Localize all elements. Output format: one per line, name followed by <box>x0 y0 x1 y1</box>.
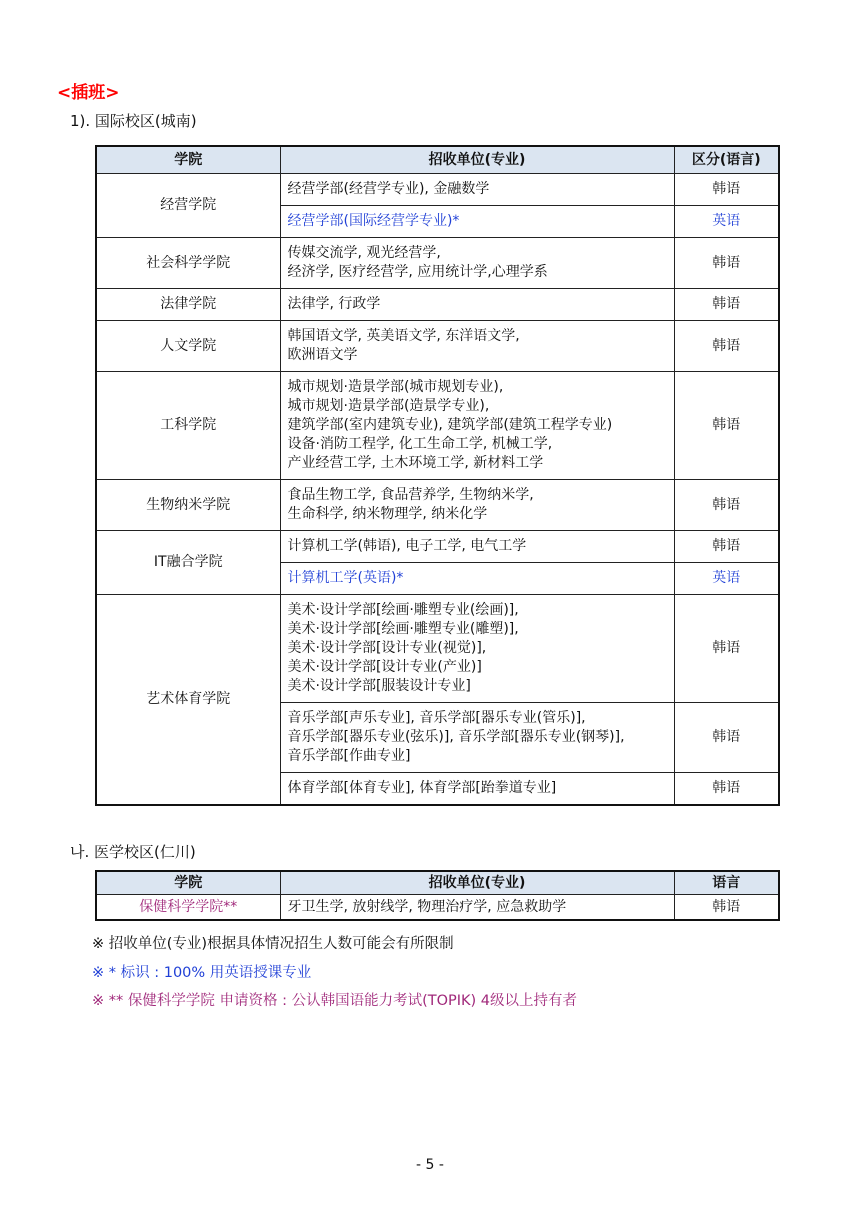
language-cell: 英语 <box>674 206 779 238</box>
program-cell: 韩国语文学, 英美语文学, 东洋语文学, 欧洲语文学 <box>280 321 674 372</box>
language-cell: 韩语 <box>674 174 779 206</box>
language-cell: 韩语 <box>674 289 779 321</box>
program-cell: 传媒交流学, 观光经营学, 经济学, 医疗经营学, 应用统计学,心理学系 <box>280 238 674 289</box>
language-cell: 韩语 <box>674 773 779 806</box>
college-cell: 艺术体育学院 <box>96 595 280 806</box>
college-cell: 生物纳米学院 <box>96 480 280 531</box>
header-program: 招收单位(专业) <box>280 146 674 174</box>
table-header-row <box>96 871 779 895</box>
header-language: 区分(语言) <box>674 146 779 174</box>
note-3: ※ ** 保健科学学院 申请资格 : 公认韩国语能力考试(TOPIK) 4级以上持有者 <box>92 993 578 1009</box>
header-language: 语言 <box>674 871 779 895</box>
table-header-row <box>96 146 779 174</box>
language-cell: 英语 <box>674 563 779 595</box>
program-cell: 体育学部[体育专业], 体育学部[跆拳道专业] <box>280 773 674 806</box>
page-number: - 5 - <box>416 1157 444 1173</box>
table-row <box>96 480 779 531</box>
table-row <box>96 595 779 703</box>
campus2-table <box>95 870 780 921</box>
language-cell: 韩语 <box>674 895 779 921</box>
language-cell: 韩语 <box>674 372 779 480</box>
language-cell: 韩语 <box>674 703 779 773</box>
program-cell: 经营学部(国际经营学专业)* <box>280 206 674 238</box>
note-2: ※ * 标识 : 100% 用英语授课专业 <box>92 965 312 981</box>
college-cell: 人文学院 <box>96 321 280 372</box>
campus1-table <box>95 145 780 806</box>
header-program: 招收单位(专业) <box>280 871 674 895</box>
header-college: 学院 <box>96 146 280 174</box>
language-cell: 韩语 <box>674 238 779 289</box>
campus2-title: 나. 医学校区(仁川) <box>70 843 196 861</box>
campus1-title: 1). 国际校区(城南) <box>70 112 197 130</box>
table-row <box>96 174 779 206</box>
program-cell: 计算机工学(英语)* <box>280 563 674 595</box>
program-cell: 牙卫生学, 放射线学, 物理治疗学, 应急救助学 <box>280 895 674 921</box>
college-cell: IT融合学院 <box>96 531 280 595</box>
header-college: 学院 <box>96 871 280 895</box>
program-cell: 法律学, 行政学 <box>280 289 674 321</box>
program-cell: 美术·设计学部[绘画·雕塑专业(绘画)], 美术·设计学部[绘画·雕塑专业(雕塑)], 美术·设计学部[设计专业(视觉)], 美术·设计学部[设计专业(产业)] 美术·设计学部[服装设计专业] <box>280 595 674 703</box>
language-cell: 韩语 <box>674 531 779 563</box>
table-row <box>96 321 779 372</box>
language-cell: 韩语 <box>674 321 779 372</box>
section-title: <插班> <box>57 83 120 103</box>
language-cell: 韩语 <box>674 595 779 703</box>
table-row <box>96 289 779 321</box>
table-row <box>96 895 779 921</box>
table-row <box>96 238 779 289</box>
program-cell: 计算机工学(韩语), 电子工学, 电气工学 <box>280 531 674 563</box>
note-1: ※ 招收单位(专业)根据具体情况招生人数可能会有所限制 <box>92 936 454 952</box>
program-cell: 经营学部(经营学专业), 金融数学 <box>280 174 674 206</box>
college-cell: 保健科学学院** <box>96 895 280 921</box>
program-cell: 城市规划·造景学部(城市规划专业), 城市规划·造景学部(造景学专业), 建筑学部(室内建筑专业), 建筑学部(建筑工程学专业) 设备·消防工程学, 化工生命工学, 机械工学, 产业经营工学, 土木环境工学, 新材料工学 <box>280 372 674 480</box>
college-cell: 经营学院 <box>96 174 280 238</box>
program-cell: 音乐学部[声乐专业], 音乐学部[器乐专业(管乐)], 音乐学部[器乐专业(弦乐)], 音乐学部[器乐专业(钢琴)], 音乐学部[作曲专业] <box>280 703 674 773</box>
language-cell: 韩语 <box>674 480 779 531</box>
college-cell: 工科学院 <box>96 372 280 480</box>
college-cell: 法律学院 <box>96 289 280 321</box>
table-row <box>96 531 779 563</box>
program-cell: 食品生物工学, 食品营养学, 生物纳米学, 生命科学, 纳米物理学, 纳米化学 <box>280 480 674 531</box>
table-row <box>96 372 779 480</box>
college-cell: 社会科学学院 <box>96 238 280 289</box>
